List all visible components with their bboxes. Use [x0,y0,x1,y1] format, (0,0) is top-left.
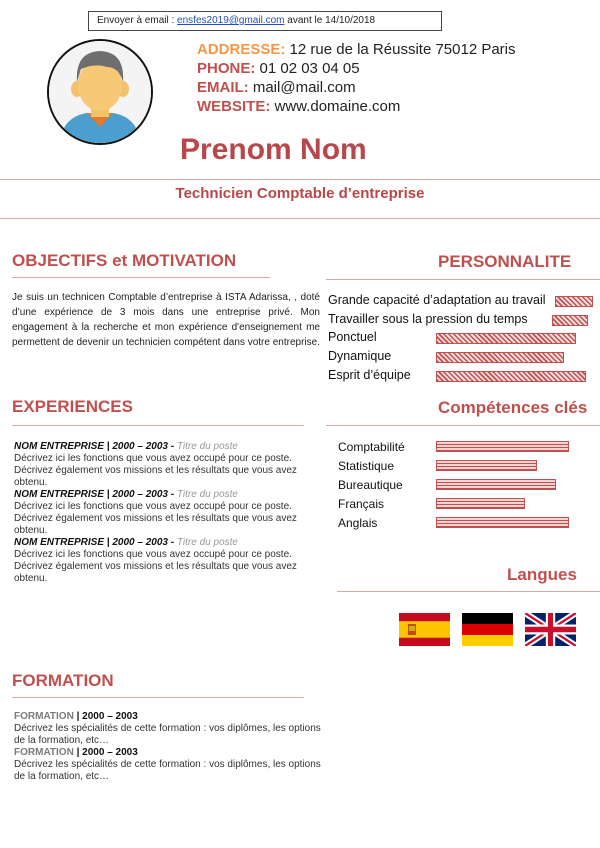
formation-item [14,747,324,783]
skill-level-bar [436,479,556,490]
deadline-notice [88,11,442,31]
personality-level-bar [436,352,564,363]
experience-role: Titre du poste [176,441,238,452]
experience-company: NOM ENTREPRISE | 2000 – 2003 - [14,489,177,500]
skill-label: Statistique [338,459,395,473]
formation-label: FORMATION [14,711,74,722]
personality-label: Dynamique [328,349,392,363]
personality-level-bar [555,296,593,307]
contact-website: WEBSITE: www.domaine.com [197,98,401,115]
skill-level-bar [436,517,569,528]
divider [326,425,600,426]
notice-prefix: Envoyer à email : [97,15,178,26]
formation-description: Décrivez les spécialités de cette formation : vos diplômes, les options de la formation, etc… [14,759,321,782]
formation-label: FORMATION [14,747,74,758]
personality-level-bar [436,371,586,382]
formation-description: Décrivez les spécialités de cette formation : vos diplômes, les options de la formation, etc… [14,723,321,746]
spanish-flag-icon [399,613,450,646]
formation-list [14,711,324,783]
formation-item [14,711,324,747]
contact-address: ADDRESSE: 12 rue de la Réussite 75012 Paris [197,41,516,58]
skill-label: Bureautique [338,478,403,492]
experience-role: Titre du poste [176,537,238,548]
phone-label: PHONE [197,60,251,77]
section-personality-title: PERSONNALITE [438,252,572,271]
contact-email: EMAIL: mail@mail.com [197,79,356,96]
experience-list [14,441,304,585]
section-objectives-title: OBJECTIFS et MOTIVATION [12,251,237,270]
experience-role: Titre du poste [176,489,238,500]
experience-description: Décrivez ici les fonctions que vous avez occupé pour ce poste. Décrivez également vos missions et les résultats que vous avez obtenu. [14,501,297,536]
website-value: www.domaine.com [274,98,401,115]
full-name: Prenom Nom [180,133,367,166]
personality-level-bar [436,333,576,344]
uk-flag-icon [525,613,576,646]
email-value: mail@mail.com [252,79,356,96]
divider [12,425,304,426]
personality-level-bar [552,315,588,326]
job-title: Technicien Comptable d’entreprise [175,185,425,202]
phone-value: 01 02 03 04 05 [259,60,360,77]
personality-label: Esprit d’équipe [328,368,411,382]
skill-level-bar [436,498,525,509]
experience-item [14,441,304,489]
avatar [45,37,155,147]
personality-label: Grande capacité d’adaptation au travail [328,293,546,307]
skill-label: Français [338,497,385,511]
website-label: WEBSITE [197,98,266,115]
experience-item [14,537,304,585]
section-experiences-title: EXPERIENCES [12,397,133,416]
experience-description: Décrivez ici les fonctions que vous avez occupé pour ce poste. Décrivez également vos missions et les résultats que vous avez obtenu. [14,549,297,584]
experience-item [14,489,304,537]
contact-phone: PHONE: 01 02 03 04 05 [197,60,360,77]
section-skills-title: Compétences clés [438,398,588,417]
address-value: 12 rue de la Réussite 75012 Paris [289,41,516,58]
section-formation-title: FORMATION [12,671,114,690]
german-flag-icon [462,613,513,646]
notice-email-link[interactable]: ensfes2019@gmail.com [177,15,285,26]
divider [12,697,304,698]
personality-label: Travailler sous la pression du temps [328,312,528,326]
divider [337,591,600,592]
skill-label: Comptabilité [338,440,405,454]
personality-label: Ponctuel [328,330,377,344]
divider [0,179,600,180]
section-languages-title: Langues [507,565,577,584]
divider [0,218,600,219]
formation-years: | 2000 – 2003 [73,711,138,722]
experience-company: NOM ENTREPRISE | 2000 – 2003 - [14,441,177,452]
objective-text: Je suis un technicen Comptable d’entreprise à ISTA Adarissa, , doté d’une expérience de 3 mois dans une entreprise privé. Mon engagement à la recherche et mon expérience d'enseignement me permettent de devenir un technicien compétent dans votre entreprise. [12,292,320,348]
divider [12,277,270,278]
email-label: EMAIL [197,79,244,96]
skill-label: Anglais [338,516,378,530]
skill-level-bar [436,441,569,452]
divider [326,279,600,280]
skill-level-bar [436,460,537,471]
experience-description: Décrivez ici les fonctions que vous avez occupé pour ce poste. Décrivez également vos missions et les résultats que vous avez obtenu. [14,453,297,488]
formation-years: | 2000 – 2003 [73,747,138,758]
address-label: ADDRESSE [197,41,281,58]
notice-suffix: avant le 14/10/2018 [284,15,376,26]
experience-company: NOM ENTREPRISE | 2000 – 2003 - [14,537,177,548]
